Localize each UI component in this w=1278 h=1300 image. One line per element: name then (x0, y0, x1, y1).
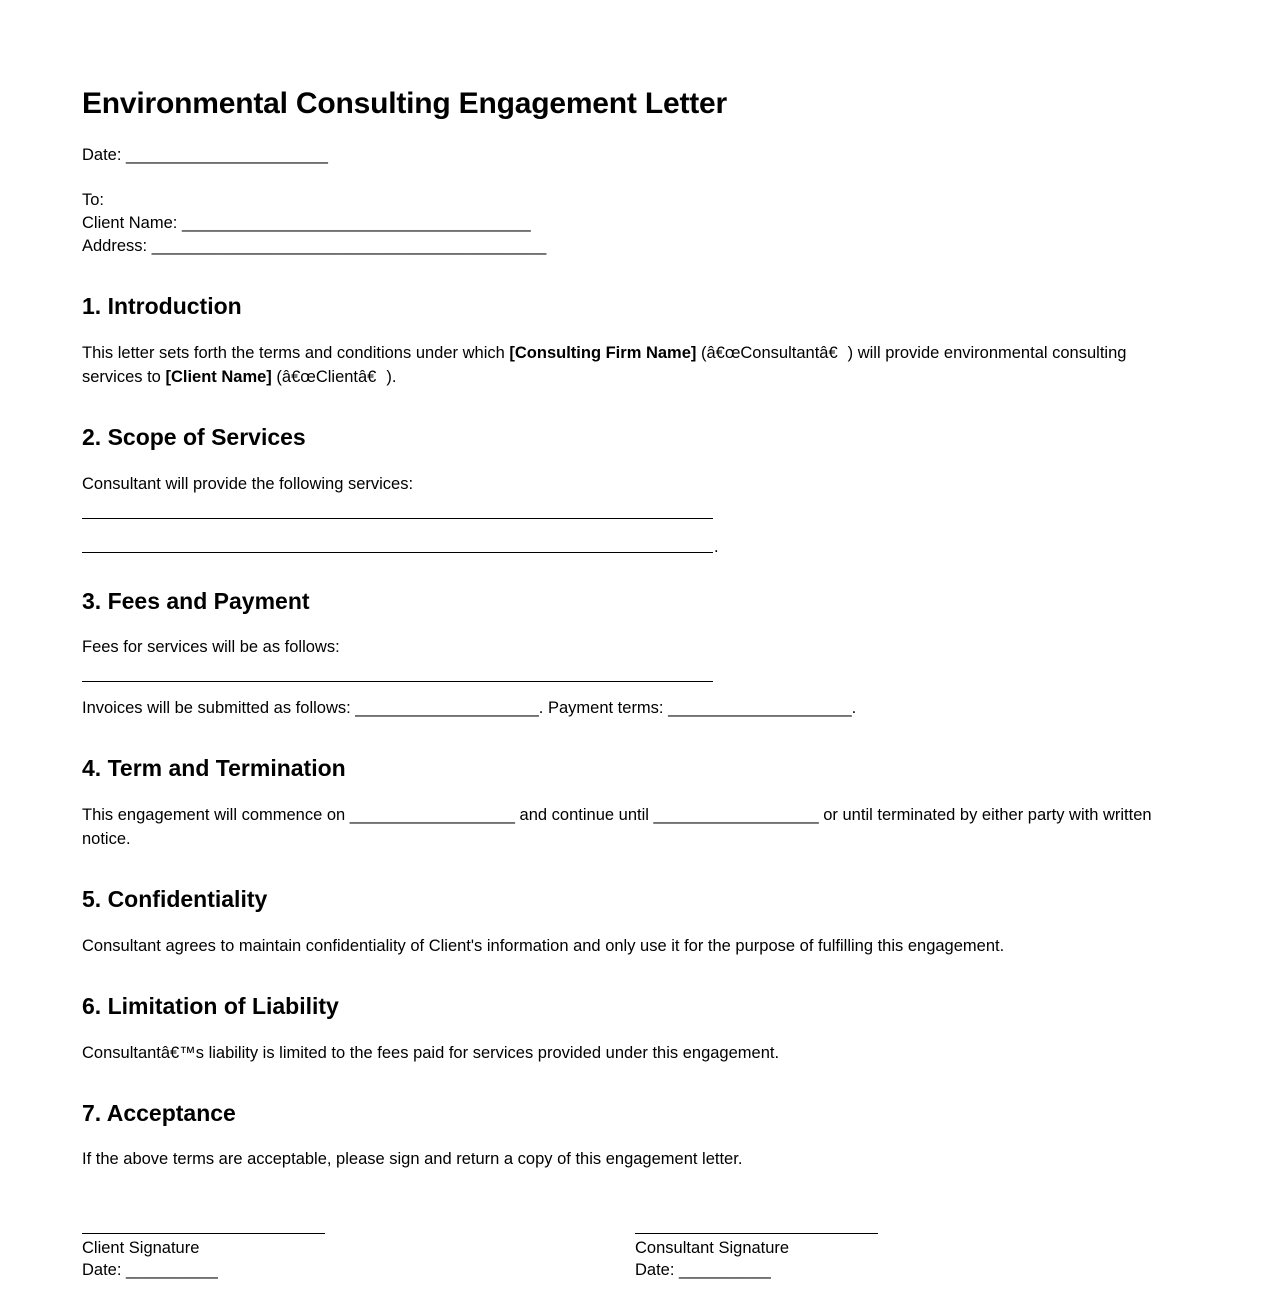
consulting-firm-name-placeholder: [Consulting Firm Name] (509, 343, 697, 362)
term-and-termination-paragraph: This engagement will commence on __________________ and continue until __________________ or until terminated by either party with written notice. (82, 806, 1157, 848)
client-signature-column (82, 1233, 635, 1281)
introduction-paragraph (82, 341, 1188, 389)
section-heading-term-and-termination: 4. Term and Termination (82, 755, 346, 782)
invoice-terms-line: Invoices will be submitted as follows: ____________________. Payment terms: ____________________. (82, 699, 857, 718)
client-name-placeholder: [Client Name] (165, 367, 272, 386)
section-heading-introduction: 1. Introduction (82, 293, 242, 319)
scope-blank-line-2-period: . (714, 537, 719, 556)
header-spacer (82, 167, 1188, 189)
address-field-label: Address: ___________________________________________ (82, 237, 547, 255)
scope-blank-line-2-row (82, 537, 1188, 556)
section-heading-scope-of-services: 2. Scope of Services (82, 423, 306, 450)
date-field-label: Date: ______________________ (82, 146, 328, 164)
confidentiality-paragraph: Consultant agrees to maintain confidentiality of Client's information and only use it for the purpose of fulfilling this engagement. (82, 936, 1005, 955)
consultant-signature-column (635, 1233, 1188, 1281)
client-signature-line[interactable] (82, 1233, 325, 1234)
to-label: To: (82, 191, 105, 209)
signature-block (82, 1233, 1188, 1281)
limitation-of-liability-paragraph: Consultantâ€™s liability is limited to the fees paid for services provided under this engagement. (82, 1043, 780, 1062)
client-signature-date-field[interactable]: Date: __________ (82, 1261, 218, 1280)
client-name-field-label: Client Name: ______________________________________ (82, 214, 531, 232)
introduction-text-prefix: This letter sets forth the terms and conditions under which (82, 343, 510, 362)
consultant-signature-label: Consultant Signature (635, 1239, 790, 1258)
scope-blank-line-1 (82, 518, 713, 519)
introduction-text-suffix: (â€œClientâ€). (271, 367, 397, 386)
section-heading-limitation-of-liability: 6. Limitation of Liability (82, 992, 339, 1019)
section-heading-confidentiality: 5. Confidentiality (82, 886, 268, 912)
section-heading-fees-and-payment: 3. Fees and Payment (82, 587, 310, 614)
fees-spacer (82, 682, 1188, 696)
fees-intro-text: Fees for services will be as follows: (82, 638, 340, 657)
section-heading-acceptance: 7. Acceptance (82, 1099, 236, 1126)
introduction-text-middle: (â€œConsultantâ€) will provide environmental consulting services to (82, 343, 1132, 386)
client-signature-label: Client Signature (82, 1239, 200, 1258)
page-title: Environmental Consulting Engagement Letter (82, 87, 727, 120)
consultant-signature-date-field[interactable]: Date: __________ (635, 1261, 771, 1280)
consultant-signature-line[interactable] (635, 1233, 878, 1234)
acceptance-paragraph: If the above terms are acceptable, please sign and return a copy of this engagement letter. (82, 1150, 743, 1169)
scope-blank-line-2 (82, 552, 713, 553)
scope-intro-text: Consultant will provide the following services: (82, 474, 414, 493)
